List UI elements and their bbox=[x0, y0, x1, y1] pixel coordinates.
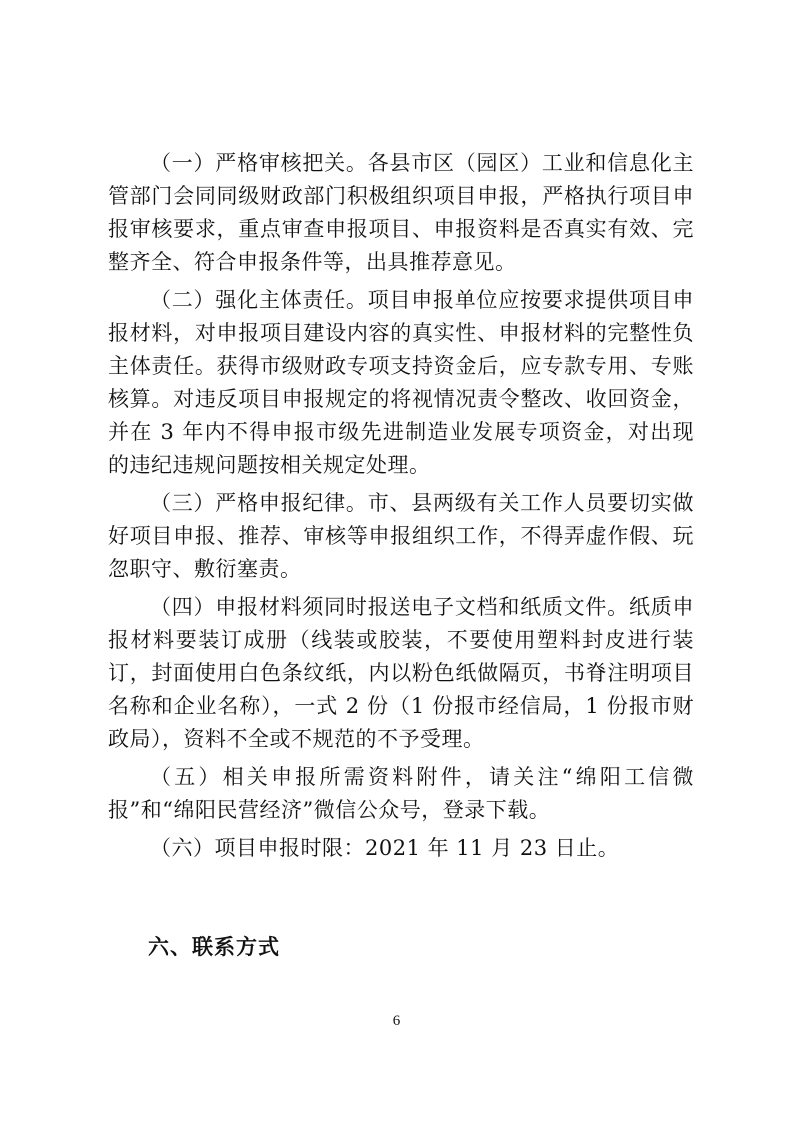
body-text bbox=[108, 147, 694, 870]
page-number: 6 bbox=[392, 1013, 401, 1029]
paragraph-deadline: （六）项目申报时限：2021 年 11 月 23 日止。 bbox=[150, 836, 620, 860]
section-heading: 六、联系方式 bbox=[148, 935, 280, 959]
paragraph-attachments: （五）相关申报所需资料附件，请关注“绵阳工信微报”和“绵阳民营经济”微信公众号，登录下载。 bbox=[108, 765, 694, 822]
paragraph-materials: （四）申报材料须同时报送电子文档和纸质文件。纸质申报材料要装订成册（线装或胶装，不要使用塑料封皮进行装订，封面使用白色条纹纸，内以粉色纸做隔页，书脊注明项目名称和企业名称），一式 2 份（1 份报市经信局，1 份报市财政局），资料不全或不规范的不予受理。 bbox=[108, 595, 694, 751]
paragraph-review: （一）严格审核把关。各县市区（园区）工业和信息化主管部门会同同级财政部门积极组织项目申报，严格执行项目申报审核要求，重点审查申报项目、申报资料是否真实有效、完整齐全、符合申报条件等，出具推荐意见。 bbox=[108, 151, 694, 274]
paragraph-responsibility: （二）强化主体责任。项目申报单位应按要求提供项目申报材料，对申报项目建设内容的真实性、申报材料的完整性负主体责任。获得市级财政专项支持资金后，应专款专用、专账核算。对违反项目申报规定的将视情况责令整改、收回资金，并在 3 年内不得申报市级先进制造业发展专项资金，对出现的违纪违规问题按相关规定处理。 bbox=[108, 288, 694, 477]
paragraph-discipline: （三）严格申报纪律。市、县两级有关工作人员要切实做好项目申报、推荐、审核等申报组织工作，不得弄虚作假、玩忽职守、敷衍塞责。 bbox=[108, 491, 694, 581]
